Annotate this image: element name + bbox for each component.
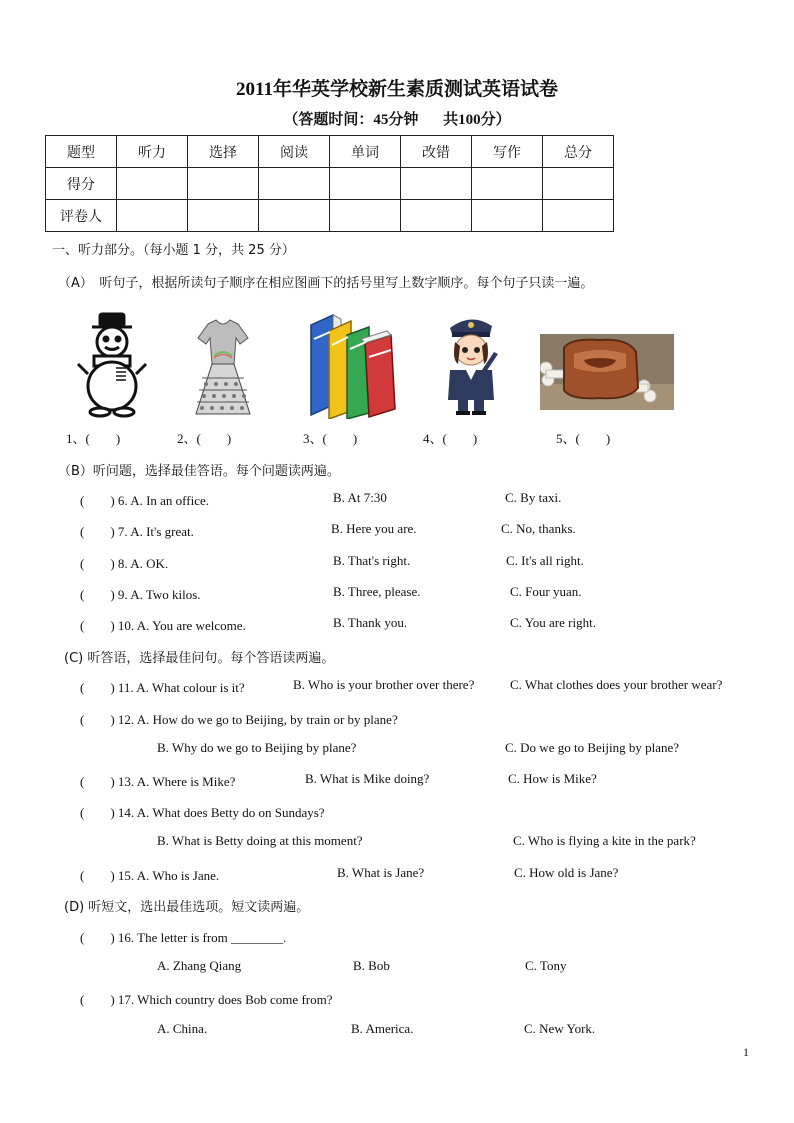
option-b: B. That's right. xyxy=(333,553,411,568)
picture-label: 3、( ) xyxy=(303,431,358,446)
score-cell[interactable] xyxy=(472,200,543,232)
question-stem: ( ) 12. A. How do we go to Beijing, by train or by plane? xyxy=(80,712,398,727)
section-title: 一、听力部分。（每小题 1 分，共 25 分） xyxy=(52,243,295,258)
snowman-icon xyxy=(76,312,148,418)
question-stem: ( ) 7. A. It's great. xyxy=(80,524,194,539)
option-b: B. Who is your brother over there? xyxy=(293,677,475,692)
table-row xyxy=(46,200,614,232)
score-cell[interactable] xyxy=(259,168,330,200)
option-c: C. Do we go to Beijing by plane? xyxy=(505,740,680,755)
question-stem: ( ) 9. A. Two kilos. xyxy=(80,587,201,602)
question-stem: ( ) 11. A. What colour is it? xyxy=(80,680,245,695)
option-c: C. By taxi. xyxy=(505,490,562,505)
option-c: C. You are right. xyxy=(510,615,596,630)
row-label: 评卷人 xyxy=(46,200,117,232)
score-cell[interactable] xyxy=(330,200,401,232)
exam-subtitle: （答题时间：45分钟 共100分） xyxy=(283,112,511,128)
option-b: B. Three, please. xyxy=(333,584,421,599)
table-header-row xyxy=(46,136,614,168)
picture-label: 2、( ) xyxy=(177,431,232,446)
row-label: 得分 xyxy=(46,168,117,200)
part-b-instruction: （B）听问题，选择最佳答语。每个问题读两遍。 xyxy=(58,464,340,479)
books-icon xyxy=(305,309,400,419)
option-b: B. Here you are. xyxy=(331,521,417,536)
option-c: C. What clothes does your brother wear? xyxy=(510,677,723,692)
table-header-cell: 单词 xyxy=(330,136,401,168)
score-cell[interactable] xyxy=(472,168,543,200)
dress-icon xyxy=(188,318,258,420)
score-cell[interactable] xyxy=(117,168,188,200)
option-b: B. Why do we go to Beijing by plane? xyxy=(157,740,357,755)
question-stem: ( ) 13. A. Where is Mike? xyxy=(80,774,236,789)
table-header-cell: 写作 xyxy=(472,136,543,168)
question-stem: ( ) 15. A. Who is Jane. xyxy=(80,868,220,883)
score-cell[interactable] xyxy=(401,200,472,232)
score-cell[interactable] xyxy=(188,200,259,232)
table-row xyxy=(46,168,614,200)
meat-icon xyxy=(540,334,674,410)
option-b: B. What is Betty doing at this moment? xyxy=(157,833,363,848)
option-b: B. At 7:30 xyxy=(333,490,387,505)
question-stem: ( ) 14. A. What does Betty do on Sundays? xyxy=(80,805,325,820)
option-b: B. Bob xyxy=(353,958,390,973)
table-header-cell: 阅读 xyxy=(259,136,330,168)
picture-label: 4、( ) xyxy=(423,431,478,446)
option-c: C. New York. xyxy=(524,1021,596,1036)
option-a: A. China. xyxy=(157,1021,208,1036)
option-b: B. Thank you. xyxy=(333,615,408,630)
part-d-instruction: (D) 听短文，选出最佳选项。短文读两遍。 xyxy=(64,900,310,915)
table-header-cell: 听力 xyxy=(117,136,188,168)
option-c: C. No, thanks. xyxy=(501,521,576,536)
table-header-cell: 题型 xyxy=(46,136,117,168)
question-stem: ( ) 6. A. In an office. xyxy=(80,493,210,508)
option-c: C. It's all right. xyxy=(506,553,584,568)
option-c: C. How old is Jane? xyxy=(514,865,619,880)
table-header-cell: 选择 xyxy=(188,136,259,168)
option-c: C. How is Mike? xyxy=(508,771,597,786)
option-b: B. America. xyxy=(351,1021,414,1036)
part-c-instruction: (C) 听答语，选择最佳问句。每个答语读两遍。 xyxy=(64,651,335,666)
picture-label: 5、( ) xyxy=(556,431,611,446)
score-table xyxy=(45,135,614,232)
question-stem: ( ) 10. A. You are welcome. xyxy=(80,618,246,633)
question-stem: ( ) 8. A. OK. xyxy=(80,556,169,571)
option-c: C. Who is flying a kite in the park? xyxy=(513,833,696,848)
option-a: A. Zhang Qiang xyxy=(157,958,242,973)
score-cell[interactable] xyxy=(543,200,614,232)
score-cell[interactable] xyxy=(188,168,259,200)
table-header-cell: 改错 xyxy=(401,136,472,168)
option-c: C. Tony xyxy=(525,958,567,973)
part-a-instruction: （A） 听句子，根据所读句子顺序在相应图画下的括号里写上数字顺序。每个句子只读一遍。 xyxy=(58,276,594,291)
page-number: 1 xyxy=(743,1045,749,1059)
policewoman-icon xyxy=(436,312,506,416)
score-cell[interactable] xyxy=(401,168,472,200)
picture-label: 1、( ) xyxy=(66,431,121,446)
question-stem: ( ) 17. Which country does Bob come from? xyxy=(80,992,333,1007)
score-cell[interactable] xyxy=(259,200,330,232)
exam-title: 2011年华英学校新生素质测试英语试卷 xyxy=(236,79,558,100)
option-c: C. Four yuan. xyxy=(510,584,582,599)
table-header-cell: 总分 xyxy=(543,136,614,168)
score-cell[interactable] xyxy=(543,168,614,200)
score-cell[interactable] xyxy=(330,168,401,200)
score-cell[interactable] xyxy=(117,200,188,232)
option-b: B. What is Mike doing? xyxy=(305,771,430,786)
question-stem: ( ) 16. The letter is from ________. xyxy=(80,930,287,945)
option-b: B. What is Jane? xyxy=(337,865,425,880)
